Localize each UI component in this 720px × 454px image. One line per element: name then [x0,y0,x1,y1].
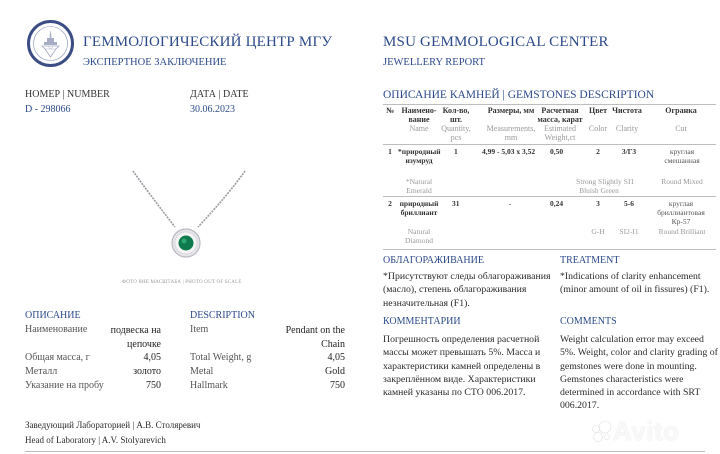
comments-heading-ru: КОММЕНТАРИИ [383,316,461,327]
treatment-text-ru: *Присутствуют следы облагораживания (масло), степень облагораживания незначительная (F1). [383,271,551,309]
report-type-ru: ЭКСПЕРТНОЕ ЗАКЛЮЧЕНИЕ [83,57,227,68]
col-header-cut: Огранка [665,106,697,115]
row2-cut-ru: круглая бриллиантовая Кр-57 [657,199,705,226]
col-header-qty: Кол-во, шт. [442,106,470,124]
report-type-en: JEWELLERY REPORT [383,57,485,68]
signature-en: Head of Laboratory | A.V. Stolyarevich [25,435,166,445]
avito-logo-icon [590,419,614,443]
row1-clarity-en: SI1 [623,177,635,186]
report-date-value: 30.06.2023 [190,104,235,115]
description-ru-heading: ОПИСАНИЕ [25,310,81,321]
row2-clarity-ru: 5-6 [624,199,634,208]
col-header-qty-en: Quantity, pcs [441,124,471,142]
row1-no: 1 [388,147,392,156]
gemstones-heading: ОПИСАНИЕ КАМНЕЙ | GEMSTONES DESCRIPTION [383,89,655,101]
footer-rule [25,451,705,452]
description-en-value-hallmark: 750 [330,380,345,391]
description-en-heading: DESCRIPTION [190,310,256,321]
comments-heading-en: COMMENTS [560,316,617,327]
center-title-en: MSU GEMMOLOGICAL CENTER [383,34,609,50]
col-header-name: Наимено- вание [401,106,437,124]
report-number-label: НОМЕР | NUMBER [25,89,110,100]
description-ru-value-metal: золото [133,366,161,377]
description-en-label-metal: Metal [190,366,214,377]
pendant-necklace-image [120,165,260,275]
table-row-rule [383,196,716,197]
description-ru-label-hallmark: Указание на пробу [25,380,104,391]
description-ru-label-item: Наименование [25,324,88,335]
report-date-label: ДАТА | DATE [190,89,249,100]
avito-watermark: Avito [613,416,680,446]
treatment-text-en: *Indications of clarity enhancement (minor amount of oil in fissures) (F1). [560,271,710,296]
row1-color-ru: 2 [596,147,600,156]
row2-name-en: Natural Diamond [405,227,433,245]
comments-text-en: Weight calculation error may exceed 5%. Weight, color and clarity grading of gemstones were done in mounting. Gemstones characteristics were determined in accordance with SRT 006.2017. [560,334,718,412]
treatment-heading-en: TREATMENT [560,255,620,266]
col-header-color: Цвет [588,106,608,115]
description-ru-label-metal: Металл [25,366,58,377]
row2-no: 2 [388,199,392,208]
row2-color-en: G-H [591,227,605,236]
row2-measurements: - [508,199,512,208]
jewelry-photo [120,165,260,275]
description-en-label-item: Item [190,324,209,335]
description-en-value-item: Pendant on the Chain [285,325,345,350]
col-header-measurements: Размеры, мм [487,106,535,115]
description-ru-value-hallmark: 750 [146,380,161,391]
msu-logo [27,20,74,67]
row1-weight: 0,50 [550,147,564,156]
col-header-cut-en: Cut [675,124,687,133]
comments-text-ru: Погрешность определения расчетной массы может превышать 5%. Масса и характеристики камней определены в закреплённом виде. Характеристики камней указаны по СТО 006.2017. [383,334,541,399]
row2-weight: 0,24 [550,199,564,208]
col-header-clarity-en: Clarity [615,124,639,133]
description-ru-label-weight: Общая масса, г [25,352,90,363]
row2-qty: 31 [452,199,460,208]
col-header-name-en: Name [409,124,429,133]
row2-name-ru: природный бриллиант [399,199,439,217]
table-top-rule [383,104,716,105]
photo-caption: ФОТО ВНЕ МАСШТАБА | PHOTO OUT OF SCALE [122,280,242,285]
description-en-value-metal: Gold [325,366,345,377]
row1-cut-ru: круглая смешанная [664,147,700,165]
building-diamond-icon [30,23,71,64]
row2-cut-en: Round Brilliant [658,227,706,236]
row1-name-ru: *природный изумруд [398,147,441,165]
description-en-value-weight: 4,05 [327,352,345,363]
table-bottom-rule [383,249,716,250]
signature-ru: Заведующий Лабораторией | А.В. Столяревич [25,420,201,430]
center-title-ru: ГЕММОЛОГИЧЕСКИЙ ЦЕНТР МГУ [83,34,333,50]
col-header-no: № [385,106,395,115]
row1-measurements: 4,99 - 5,03 x 3,52 [482,147,536,156]
col-header-measurements-en: Measurements, mm [486,124,536,142]
col-header-weight: Расчетная масса, карат [537,106,583,124]
row1-cut-en: Round Mixed [661,177,703,186]
description-en-label-hallmark: Hallmark [190,380,228,391]
row1-clarity-ru: 3/Г3 [621,147,637,156]
col-header-color-en: Color [588,124,608,133]
treatment-heading-ru: ОБЛАГОРАЖИВАНИЕ [383,255,484,266]
row2-color-ru: 3 [596,199,600,208]
col-header-weight-en: Estimated Weight,ct [544,124,576,142]
description-en-label-weight: Total Weight, g [190,352,252,363]
description-ru-value-item: подвеска на цепочке [110,325,161,350]
description-ru-value-weight: 4,05 [143,352,161,363]
row1-name-en: *Natural Emerald [405,177,433,195]
table-header-rule [383,144,716,145]
col-header-clarity: Чистота [612,106,642,115]
report-number-value: D - 298066 [25,104,71,115]
row2-clarity-en: SI2-I1 [619,227,639,236]
row1-qty: 1 [454,147,458,156]
row1-color-en: Strong Slightly Bluish Green [576,177,622,195]
